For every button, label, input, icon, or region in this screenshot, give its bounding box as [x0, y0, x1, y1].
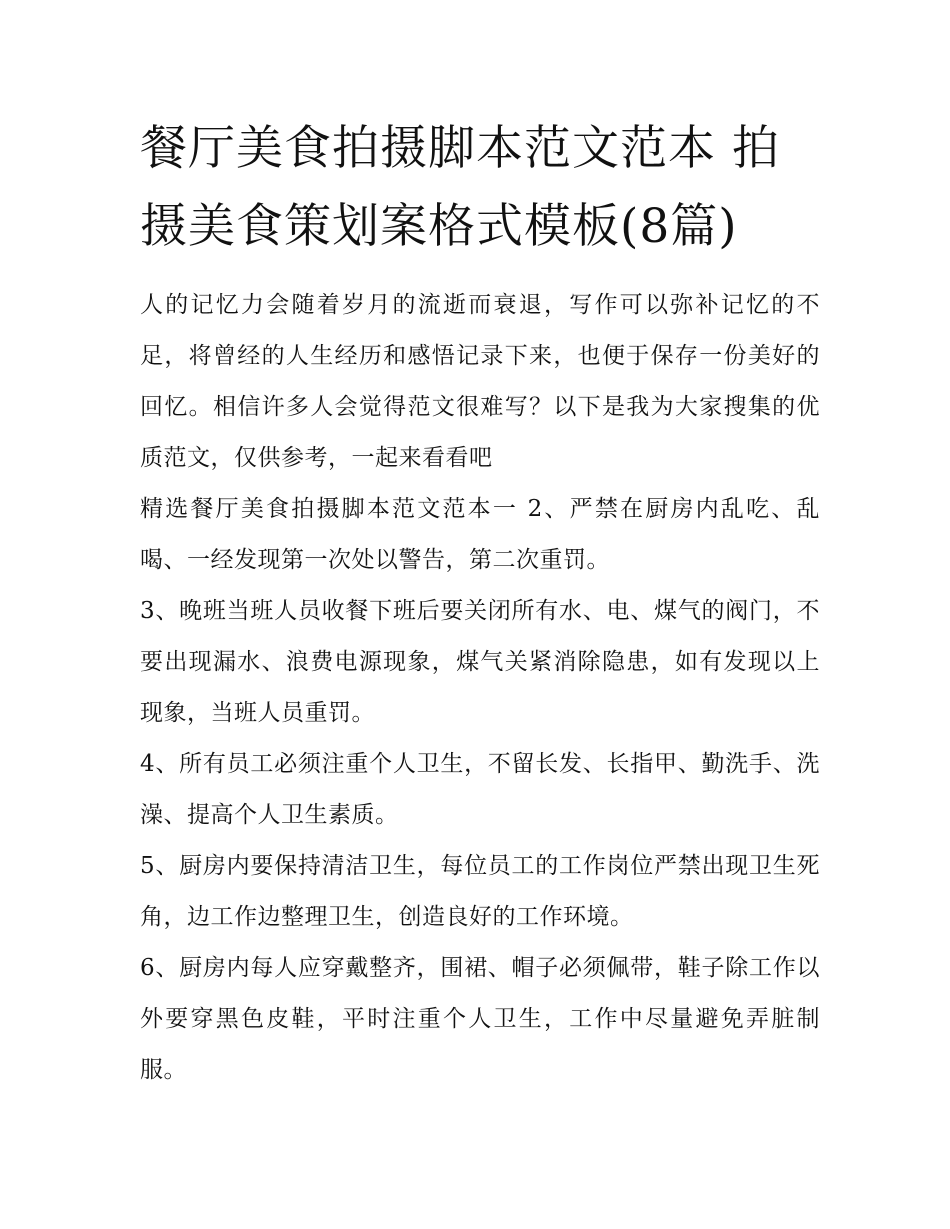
document-title: 餐厅美食拍摄脚本范文范本 拍摄美食策划案格式模板(8篇): [140, 121, 780, 254]
paragraph-item-4: 4、所有员工必须注重个人卫生，不留长发、长指甲、勤洗手、洗澡、提高个人卫生素质。: [140, 751, 820, 828]
intro-paragraph: 人的记忆力会随着岁月的流逝而衰退，写作可以弥补记忆的不足，将曾经的人生经历和感悟记录下来，也便于保存一份美好的回忆。相信许多人会觉得范文很难写？以下是我为大家搜集的优质范文，仅供参考，一起来看看吧: [140, 292, 820, 471]
paragraph-item-3: 3、晚班当班人员收餐下班后要关闭所有水、电、煤气的阀门，不要出现漏水、浪费电源现象，煤气关紧消除隐患，如有发现以上现象，当班人员重罚。: [140, 598, 820, 726]
paragraph-item-6: 6、厨房内每人应穿戴整齐，围裙、帽子必须佩带，鞋子除工作以外要穿黑色皮鞋，平时注重个人卫生，工作中尽量避免弄脏制服。: [140, 955, 820, 1083]
paragraph-item-5: 5、厨房内要保持清洁卫生，每位员工的工作岗位严禁出现卫生死角，边工作边整理卫生，创造良好的工作环境。: [140, 853, 820, 930]
document-body: [140, 280, 820, 1096]
paragraph-item-2: 精选餐厅美食拍摄脚本范文范本一 2、严禁在厨房内乱吃、乱喝、一经发现第一次处以警告，第二次重罚。: [140, 496, 820, 573]
